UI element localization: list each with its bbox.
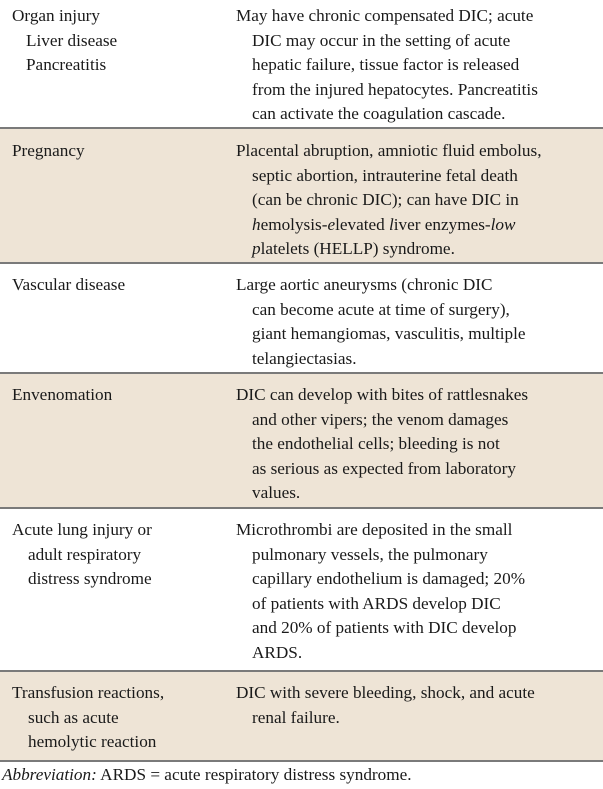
description-line: can activate the coagulation cascade. <box>252 104 506 124</box>
description-line: as serious as expected from laboratory <box>252 458 516 478</box>
acronym-letter: h <box>252 214 261 234</box>
description-line: May have chronic compensated DIC; acute <box>236 6 534 25</box>
text-fragment: iver enzymes- <box>393 214 491 234</box>
description-line: and other vipers; the venom damages <box>252 409 509 429</box>
text-fragment: emolysis- <box>260 214 328 234</box>
footnote-text: ARDS = acute respiratory distress syndrome. <box>96 765 412 784</box>
row-description-cell <box>236 681 603 730</box>
row-label: Organ injury <box>12 6 100 25</box>
description-line: septic abortion, intrauterine fetal death <box>252 165 518 185</box>
text-fragment: levated <box>335 214 389 234</box>
row-sublabel: Liver disease <box>26 30 118 50</box>
row-label-cell <box>12 4 224 78</box>
table-row-acute-lung-injury <box>0 509 603 672</box>
description-line: hepatic failure, tissue factor is released <box>252 55 520 75</box>
row-label-cell <box>12 681 224 755</box>
table-row-organ-injury <box>0 0 603 129</box>
description-line: Placental abruption, amniotic fluid embolus, <box>236 141 542 160</box>
row-label: Transfusion reactions, <box>12 683 165 702</box>
description-line: DIC may occur in the setting of acute <box>252 30 511 50</box>
description-line-hellp <box>236 213 603 238</box>
description-line: pulmonary vessels, the pulmonary <box>252 544 488 564</box>
row-label: adult respiratory <box>28 544 142 564</box>
row-description-cell <box>236 273 603 371</box>
description-line: (can be chronic DIC); can have DIC in <box>252 190 519 210</box>
row-label: Vascular disease <box>12 275 126 294</box>
row-description-cell <box>236 383 603 506</box>
description-line: DIC with severe bleeding, shock, and acute <box>236 683 535 702</box>
table-row-envenomation <box>0 374 603 509</box>
row-label-cell <box>12 518 224 592</box>
acronym-letter: e <box>327 214 336 234</box>
row-label: Pregnancy <box>12 141 85 160</box>
text-fragment: latelets (HELLP) syndrome. <box>260 239 455 259</box>
row-sublabel: Pancreatitis <box>26 55 107 75</box>
row-label-cell <box>12 383 224 408</box>
description-line: renal failure. <box>252 707 340 727</box>
row-label-cell <box>12 273 224 298</box>
description-line: ARDS. <box>252 642 303 662</box>
description-line-hellp <box>236 237 603 262</box>
description-line: Microthrombi are deposited in the small <box>236 520 513 539</box>
description-line: giant hemangiomas, vasculitis, multiple <box>252 324 526 344</box>
description-line: from the injured hepatocytes. Pancreatitis <box>252 79 538 99</box>
acronym-letter: low <box>490 214 516 234</box>
table-footnote <box>2 763 602 788</box>
description-line: DIC can develop with bites of rattlesnakes <box>236 385 529 404</box>
row-label: Envenomation <box>12 385 113 404</box>
acronym-letter: p <box>252 239 261 259</box>
row-description-cell <box>236 139 603 262</box>
table-row-pregnancy <box>0 129 603 264</box>
table-row-transfusion-reactions <box>0 672 603 762</box>
row-label-cell <box>12 139 224 164</box>
row-label: such as acute <box>28 707 119 727</box>
description-line: telangiectasias. <box>252 348 357 368</box>
row-label: hemolytic reaction <box>28 732 157 752</box>
row-label: Acute lung injury or <box>12 520 152 539</box>
description-line: of patients with ARDS develop DIC <box>252 593 501 613</box>
table-row-vascular-disease <box>0 264 603 374</box>
description-line: the endothelial cells; bleeding is not <box>252 434 500 454</box>
row-description-cell <box>236 4 603 127</box>
description-line: and 20% of patients with DIC develop <box>252 618 517 638</box>
description-line: capillary endothelium is damaged; 20% <box>252 569 526 589</box>
footnote-label: Abbreviation: <box>2 765 97 784</box>
row-description-cell <box>236 518 603 666</box>
description-line: values. <box>252 483 301 503</box>
description-line: can become acute at time of surgery), <box>252 299 510 319</box>
row-label: distress syndrome <box>28 569 152 589</box>
description-line: Large aortic aneurysms (chronic DIC <box>236 275 493 294</box>
acronym-letter: l <box>389 214 394 234</box>
